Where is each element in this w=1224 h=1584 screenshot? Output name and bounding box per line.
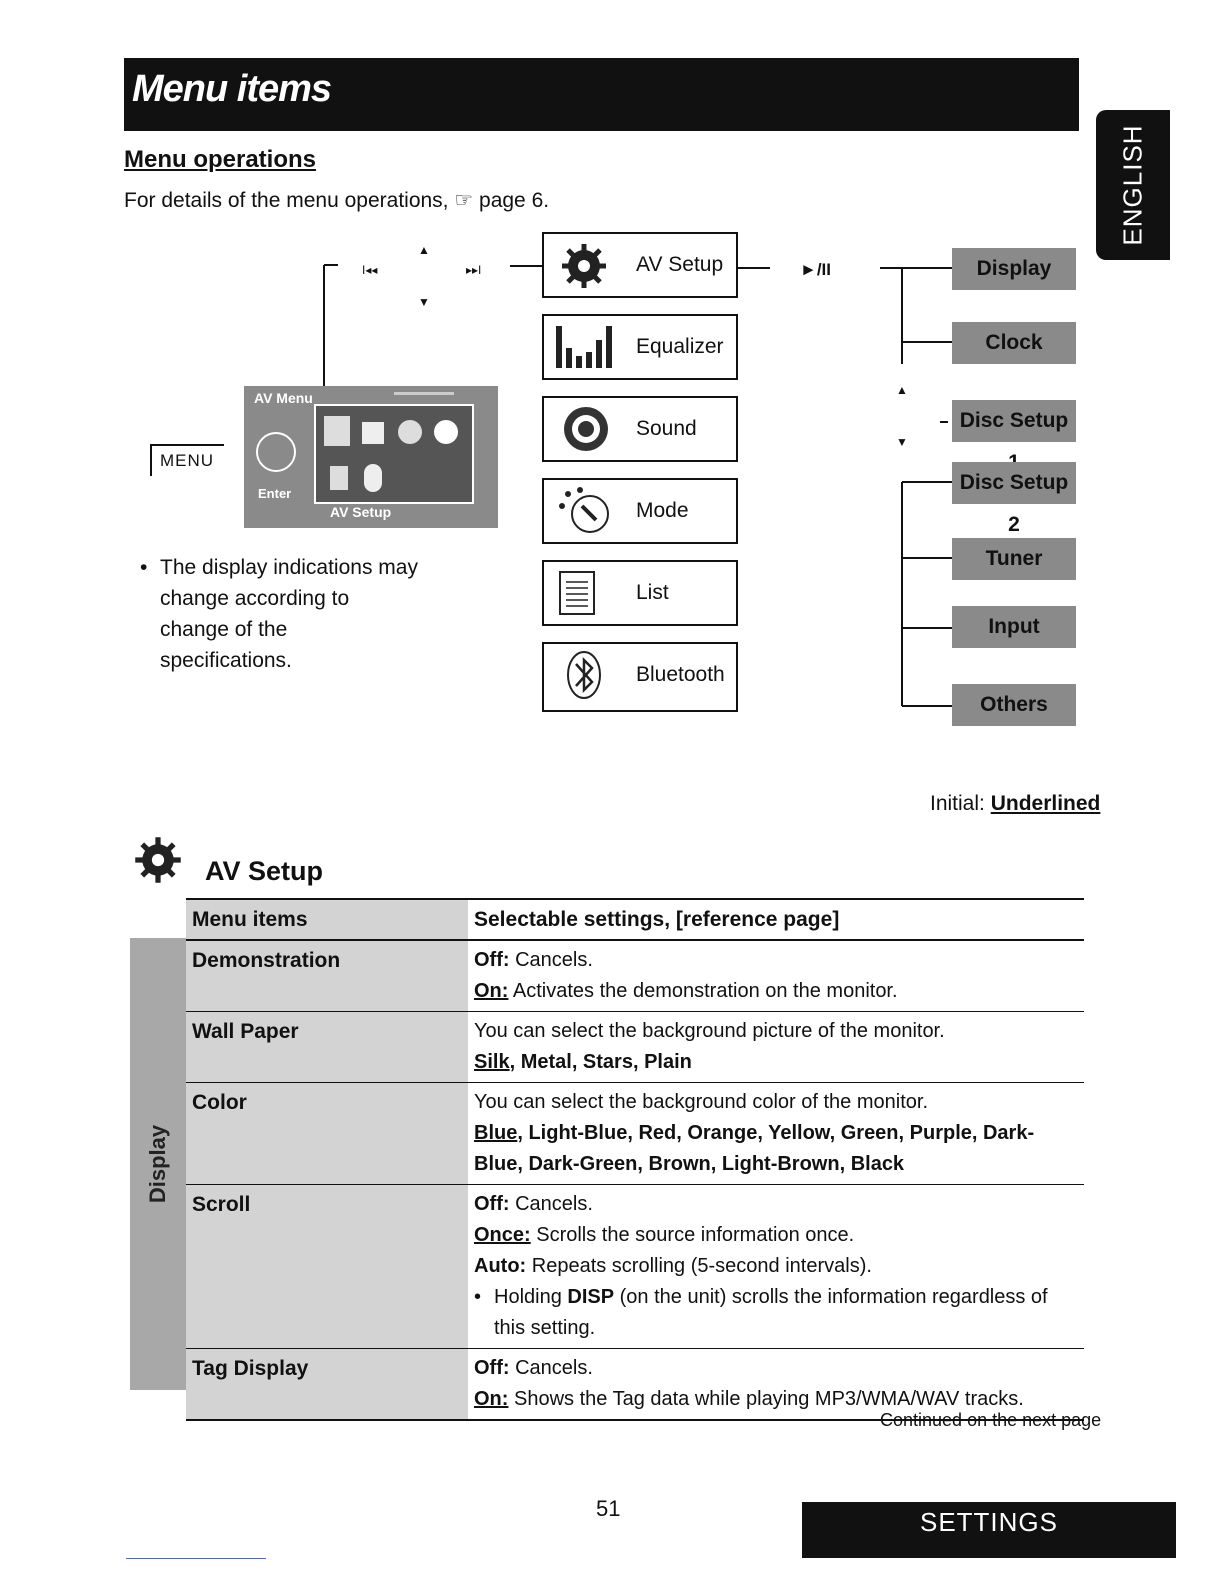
- bullet: •: [474, 1286, 482, 1308]
- footer-rule: [126, 1558, 266, 1559]
- page-number: 51: [596, 1496, 621, 1521]
- section-title: AV Setup: [205, 856, 324, 886]
- menu-key: MENU: [150, 444, 224, 476]
- continued-note: Continued on the next page: [880, 1410, 1102, 1430]
- list-icon: [330, 466, 348, 490]
- initial-underlined: Underlined: [990, 792, 1101, 815]
- play-pause-icon: ►/II: [800, 260, 831, 279]
- menu-item-bluetooth: [542, 642, 738, 712]
- item-settings: Off: Cancels. On: Shows the Tag data while playing MP3/WMA/WAV tracks.: [468, 1349, 1084, 1421]
- menu-item-label: List: [636, 581, 669, 604]
- item-name: Color: [186, 1083, 468, 1185]
- item-settings: You can select the background color of the monitor. Blue, Light-Blue, Red, Orange, Yellow, Green, Purple, Dark-Blue, Dark-Green, Brown, Light-Brown, Black: [468, 1083, 1084, 1185]
- scroll-note: • Holding DISP (on the unit) scrolls the information regardless of this setting.: [474, 1282, 1078, 1344]
- bluetooth-icon: [554, 650, 618, 700]
- av-menu-screen: [244, 386, 498, 528]
- item-settings: Off: Cancels. On: Activates the demonstration on the monitor.: [468, 940, 1084, 1012]
- item-name: Wall Paper: [186, 1012, 468, 1083]
- item-name: Demonstration: [186, 940, 468, 1012]
- menu-item-sound: [542, 396, 738, 462]
- bluetooth-icon: [364, 464, 382, 492]
- category-clock: Clock: [952, 322, 1076, 364]
- nav-down-icon: ▼: [418, 295, 430, 309]
- nav-next-icon: ▸▸I: [466, 263, 482, 277]
- sound-icon: [398, 420, 422, 444]
- category-up-icon: ▲: [896, 383, 908, 397]
- gear-icon: [554, 240, 618, 290]
- settings-tab-label: SETTINGS: [919, 1507, 1058, 1537]
- knob-icon: [554, 486, 618, 536]
- bullet: •: [140, 556, 148, 579]
- menu-item-equalizer: [542, 314, 738, 380]
- speaker-icon: [554, 404, 618, 454]
- specification-note: [140, 552, 420, 676]
- category-others: Others: [952, 684, 1076, 726]
- item-name: Scroll: [186, 1185, 468, 1349]
- item-name: Tag Display: [186, 1349, 468, 1421]
- screen-divider: [394, 392, 454, 395]
- menu-operations-text: For details of the menu operations, ☞ page 6.: [124, 189, 550, 212]
- menu-item-label: Bluetooth: [636, 663, 725, 686]
- table-row: [186, 1012, 1084, 1083]
- category-down-icon: ▼: [896, 435, 908, 449]
- menu-item-label: Equalizer: [636, 335, 724, 358]
- equalizer-icon: [362, 422, 384, 444]
- av-setup-table: [186, 898, 1084, 1421]
- display-side-band: [130, 938, 186, 1390]
- nav-up-icon: ▲: [418, 243, 430, 257]
- menu-item-label: Mode: [636, 499, 689, 522]
- header-menu-items: Menu items: [186, 899, 468, 940]
- table-row: [186, 940, 1084, 1012]
- category-input: Input: [952, 606, 1076, 648]
- list-icon: [554, 568, 618, 618]
- menu-item-label: AV Setup: [636, 253, 724, 276]
- screen-enter: Enter: [258, 486, 292, 501]
- category-tuner: Tuner: [952, 538, 1076, 580]
- menu-item-av-setup: [542, 232, 738, 298]
- equalizer-icon: [554, 322, 618, 372]
- note-text: The display indications may change according to change of the specifications.: [160, 556, 418, 672]
- table-row: [186, 1185, 1084, 1349]
- menu-item-mode: [542, 478, 738, 544]
- av-setup-icon: [324, 416, 350, 446]
- menu-item-label: Sound: [636, 417, 697, 440]
- table-header-row: [186, 899, 1084, 940]
- item-settings: You can select the background picture of the monitor. Silk, Metal, Stars, Plain: [468, 1012, 1084, 1083]
- screen-title: AV Menu: [254, 390, 313, 406]
- reference-icon: ☞: [454, 189, 474, 212]
- language-tab-label: ENGLISH: [1117, 124, 1148, 246]
- page-title: Menu items: [132, 68, 332, 110]
- nav-prev-icon: I◂◂: [362, 263, 378, 277]
- header-settings: Selectable settings, [reference page]: [468, 899, 1084, 940]
- side-label: Display: [145, 1124, 170, 1204]
- screen-icon-grid: [314, 404, 474, 504]
- item-settings: Off: Cancels. Once: Scrolls the source information once. Auto: Repeats scrolling (5-second intervals). • Holding DISP (on the unit) scrolls the information regardless of this setting.: [468, 1185, 1084, 1349]
- menu-item-list: [542, 560, 738, 626]
- table-row: [186, 1083, 1084, 1185]
- mode-icon: [434, 420, 458, 444]
- enter-dial-icon: [256, 432, 296, 472]
- screen-caption: AV Setup: [330, 504, 392, 520]
- category-display: Display: [952, 248, 1076, 290]
- settings-tab: [802, 1502, 1176, 1558]
- initial-legend: Initial: Underlined: [930, 792, 1101, 815]
- av-setup-gear-icon: [130, 832, 186, 888]
- category-disc-setup-2: Disc Setup 2: [952, 462, 1076, 504]
- menu-operations-heading: Menu operations: [124, 146, 317, 173]
- category-disc-setup-1: Disc Setup: [952, 400, 1076, 442]
